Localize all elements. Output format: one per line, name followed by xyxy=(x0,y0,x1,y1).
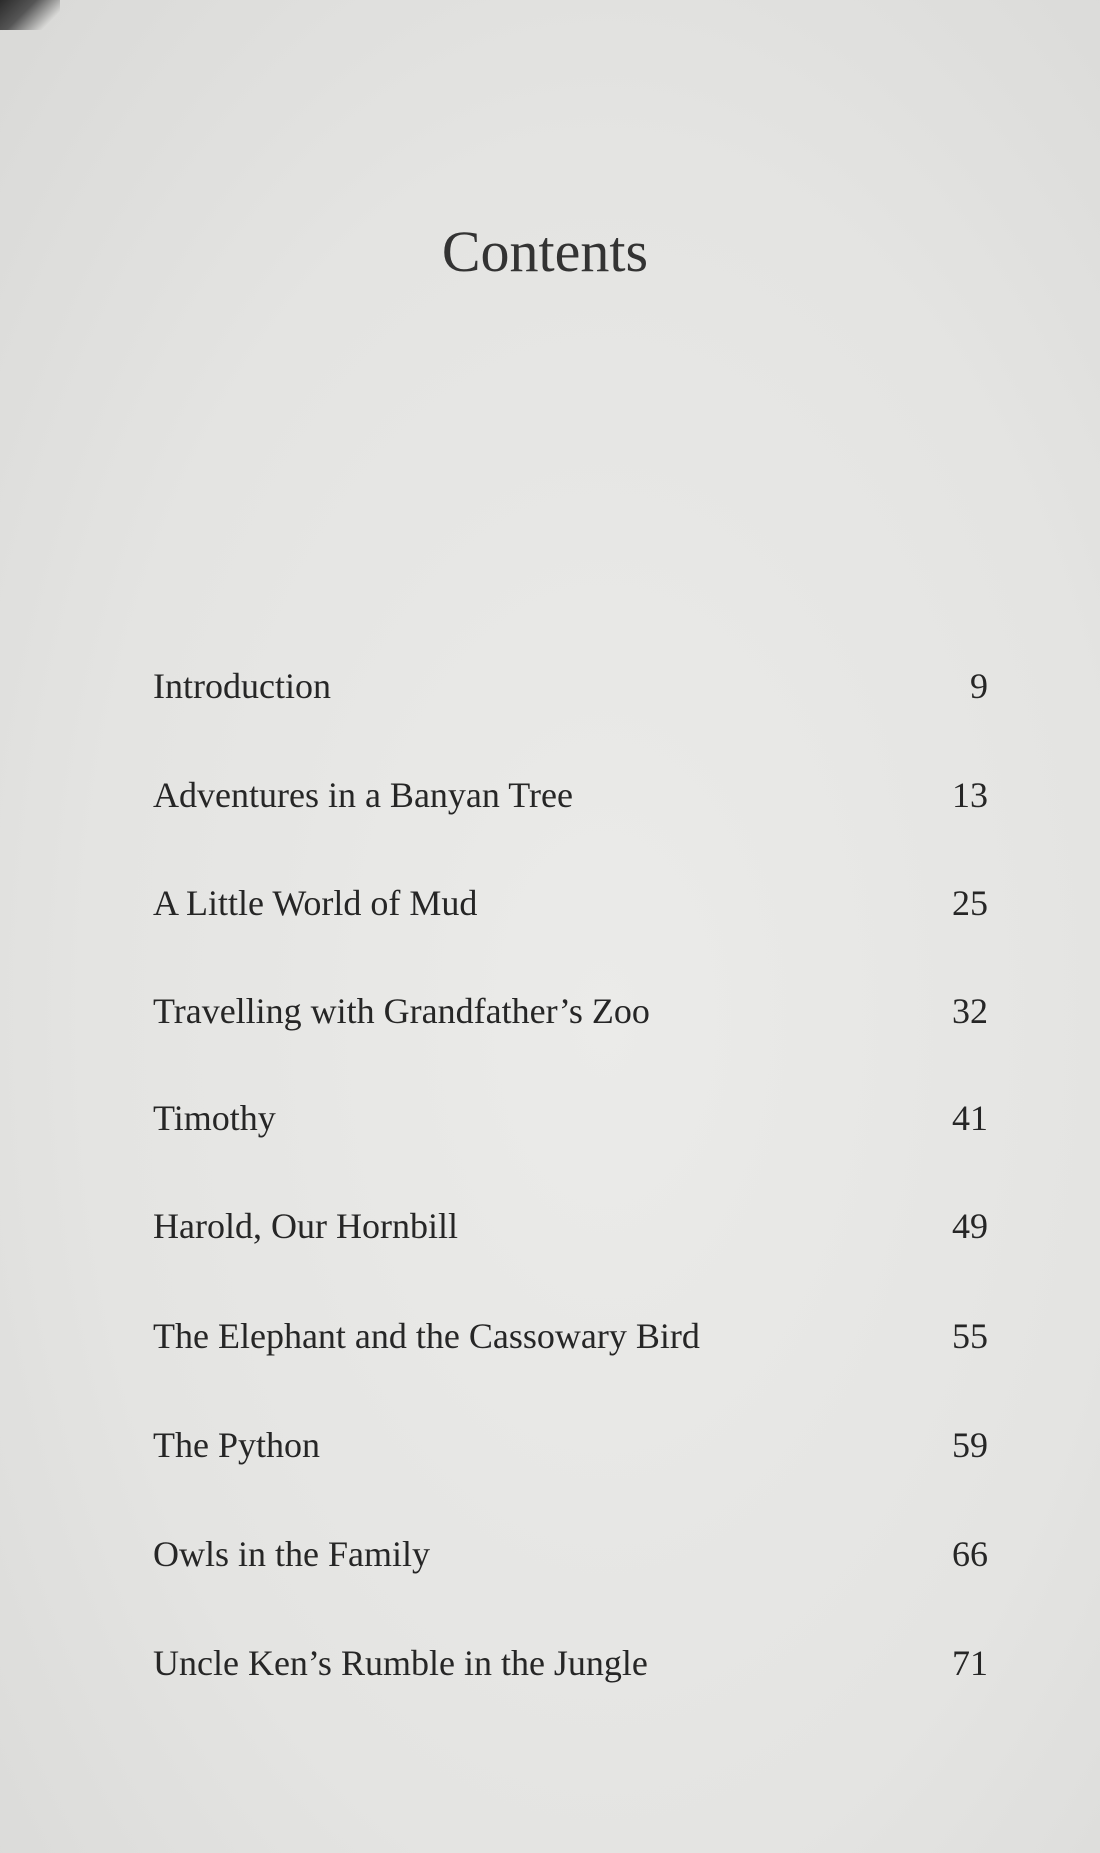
toc-entry xyxy=(153,1205,988,1255)
entry-page: 66 xyxy=(952,1534,988,1574)
entry-title: Adventures in a Banyan Tree xyxy=(153,775,573,815)
entry-page: 71 xyxy=(952,1643,988,1683)
page-corner-shadow xyxy=(0,0,60,30)
entry-page: 41 xyxy=(952,1098,988,1138)
entry-title: Owls in the Family xyxy=(153,1534,430,1574)
toc-entry xyxy=(153,665,988,715)
toc-entry xyxy=(153,882,988,932)
entry-title: Timothy xyxy=(153,1098,276,1138)
entry-title: The Elephant and the Cassowary Bird xyxy=(153,1316,700,1356)
entry-title: Harold, Our Hornbill xyxy=(153,1206,458,1246)
entry-page: 55 xyxy=(952,1316,988,1356)
toc-entry xyxy=(153,1642,988,1692)
toc-entry xyxy=(153,1315,988,1365)
entry-title: Introduction xyxy=(153,666,331,706)
toc-entry xyxy=(153,1097,988,1147)
entry-page: 9 xyxy=(970,666,988,706)
toc-entry xyxy=(153,990,988,1040)
entry-page: 32 xyxy=(952,991,988,1031)
entry-title: Travelling with Grandfather’s Zoo xyxy=(153,991,650,1031)
entry-title: The Python xyxy=(153,1425,320,1465)
toc-entry xyxy=(153,1424,988,1474)
page-title: Contents xyxy=(441,219,649,284)
entry-page: 13 xyxy=(952,775,988,815)
toc-entry xyxy=(153,774,988,824)
entry-title: A Little World of Mud xyxy=(153,883,478,923)
toc-entry xyxy=(153,1533,988,1583)
entry-page: 25 xyxy=(952,883,988,923)
entry-page: 49 xyxy=(952,1206,988,1246)
entry-title: Uncle Ken’s Rumble in the Jungle xyxy=(153,1643,648,1683)
entry-page: 59 xyxy=(952,1425,988,1465)
